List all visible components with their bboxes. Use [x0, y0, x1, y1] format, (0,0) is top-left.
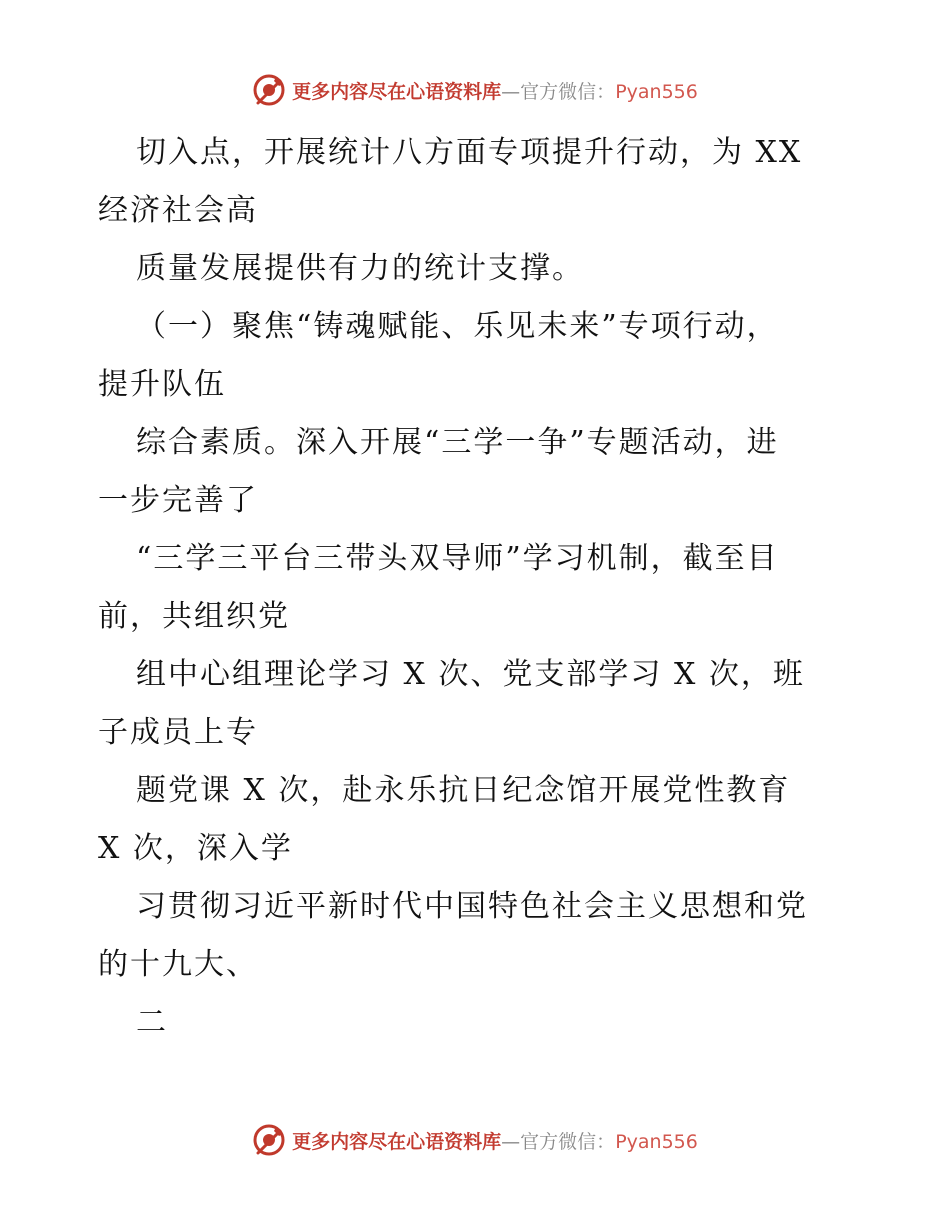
text-line: 习贯彻习近平新时代中国特色社会主义思想和党: [136, 889, 808, 924]
watermark-text: [292, 77, 698, 104]
text-line: 题党课 X 次，赴永乐抗日纪念馆开展党性教育: [136, 773, 791, 808]
text-line: 切入点，开展统计八方面专项提升行动，为 XX: [136, 135, 803, 170]
text-line: “三学三平台三带头双导师”学习机制，截至目: [136, 541, 779, 576]
header-watermark: [0, 70, 950, 110]
pen-logo-icon: [252, 1123, 286, 1157]
text-line: 的十九大、: [98, 947, 258, 982]
text-line: 前，共组织党: [98, 599, 290, 634]
text-line: 一步完善了: [98, 483, 258, 518]
text-line: X 次，深入学: [98, 831, 293, 866]
watermark-wechat-id: Pyan556: [615, 1130, 698, 1153]
text-line: 子成员上专: [98, 715, 258, 750]
text-line: 综合素质。深入开展“三学一争”专题活动，进: [136, 425, 779, 460]
watermark-wechat-label: 官方微信：: [520, 1130, 616, 1153]
text-line: （一）聚焦“铸魂赋能、乐见未来”专项行动，: [136, 309, 779, 344]
document-body: [98, 124, 858, 1052]
watermark-wechat-label: 官方微信：: [520, 80, 616, 103]
text-line: 提升队伍: [98, 367, 226, 402]
watermark-site: 更多内容尽在心语资料库: [292, 1130, 502, 1153]
footer-watermark: [0, 1120, 950, 1160]
watermark-text: [292, 1127, 698, 1154]
text-line: 组中心组理论学习 X 次、党支部学习 X 次，班: [136, 657, 805, 692]
watermark-dash: —: [501, 80, 521, 103]
pen-logo-icon: [252, 73, 286, 107]
watermark-wechat-id: Pyan556: [615, 80, 698, 103]
watermark-site: 更多内容尽在心语资料库: [292, 80, 502, 103]
text-line: 经济社会高: [98, 193, 258, 228]
text-line: 质量发展提供有力的统计支撑。: [136, 251, 584, 286]
text-line: 二: [136, 1005, 168, 1040]
watermark-dash: —: [501, 1130, 521, 1153]
